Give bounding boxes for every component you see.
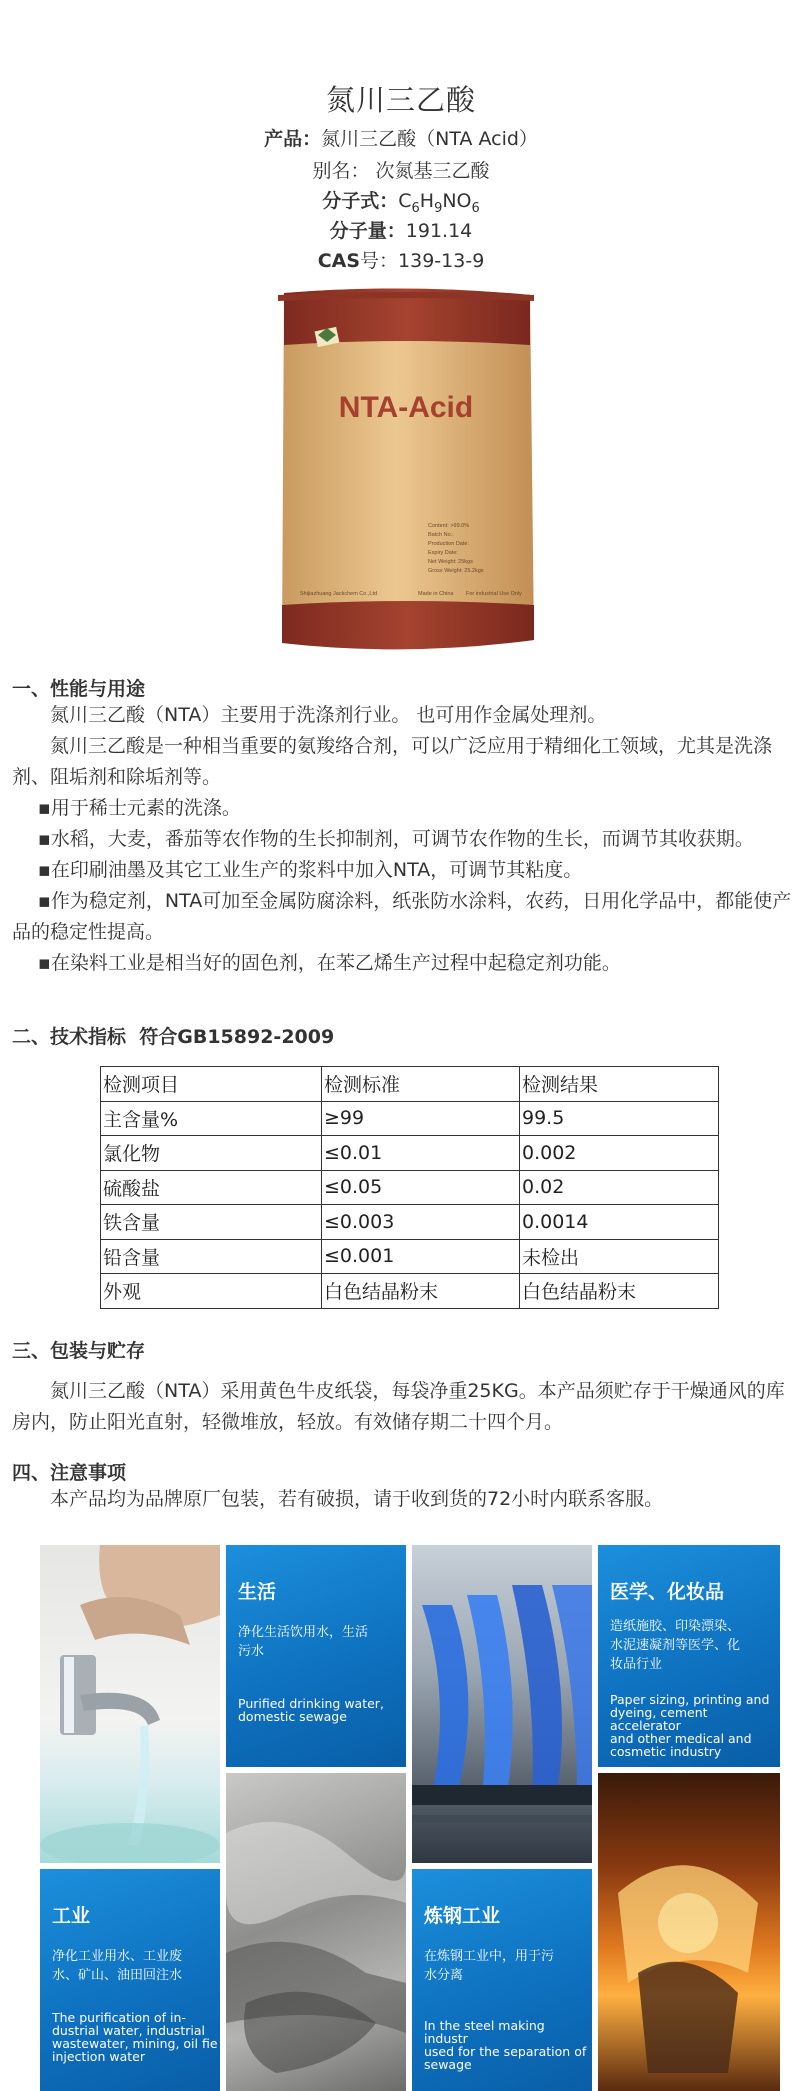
section-packaging-body: [12, 1376, 802, 1438]
bag-industry: For industrial Use Only: [466, 591, 522, 597]
tile-text-line: and other medical and: [610, 1731, 752, 1746]
table-cell: ≤0.003: [322, 1205, 520, 1240]
notice-paragraph: 本产品均为品牌原厂包装，若有破损，请于收到货的72小时内联系客服。: [50, 1488, 664, 1510]
table-cell: 0.02: [520, 1170, 719, 1205]
product-bag-image: [278, 285, 535, 655]
tile-text-line: In the steel making industr: [424, 2018, 545, 2046]
tile-industry-title: 工业: [52, 1905, 91, 1927]
table-cell: 外观: [101, 1274, 322, 1309]
formula-label: 分子式：: [322, 190, 399, 212]
tile-industry: [40, 1869, 220, 2091]
usage-paragraph: 氮川三乙酸（NTA）主要用于洗涤剂行业。 也可用作金属处理剂。: [50, 704, 607, 726]
product-line: [0, 124, 802, 151]
tile-text-line: 水分离: [424, 1968, 464, 1983]
usage-bullet: ▪在染料工业是相当好的固色剂，在苯乙烯生产过程中起稳定剂功能。: [38, 952, 621, 974]
table-header-row: [101, 1067, 719, 1102]
table-row: [101, 1205, 719, 1240]
formula-no: NO: [442, 190, 472, 212]
alias-label: 别名：: [312, 160, 370, 182]
tile-text-line: 造纸施胶、印染漂染、: [610, 1619, 741, 1634]
table-cell: 0.0014: [520, 1205, 719, 1240]
table-cell: ≤0.01: [322, 1136, 520, 1171]
spec-heading-text: 二、技术指标: [12, 1026, 127, 1048]
product-value: 氮川三乙酸（NTA Acid）: [321, 128, 538, 150]
cas-value: 139-13-9: [398, 250, 485, 272]
tile-text-line: Purified drinking water,: [238, 1696, 384, 1711]
alias-value: 次氮基三乙酸: [375, 160, 490, 182]
molecular-weight-line: [0, 216, 802, 243]
tile-text-line: 净化生活饮用水，生活: [238, 1625, 369, 1640]
tile-text-line: dustrial water, industrial: [52, 2023, 205, 2038]
tile-text-line: sewage: [424, 2057, 472, 2072]
table-cell: ≥99: [322, 1101, 520, 1136]
tile-text-line: 水泥速凝剂等医学、化: [610, 1638, 741, 1653]
table-row: [101, 1136, 719, 1171]
section-heading-spec: [12, 1022, 334, 1049]
formula-sub-6a: 6: [411, 200, 420, 216]
table-cell: 铁含量: [101, 1205, 322, 1240]
table-row: [101, 1170, 719, 1205]
furnace-photo: [598, 1773, 780, 2091]
table-cell: ≤0.05: [322, 1170, 520, 1205]
usage-bullet: ▪作为稳定剂，NTA可加至金属防腐涂料，纸张防水涂料，农药，日用化学品中，都能使产品的稳定性提高。: [12, 890, 792, 943]
tile-steel-zh: [424, 1947, 554, 1985]
cas-label: CAS: [317, 250, 361, 272]
tile-industry-zh: [52, 1947, 182, 1985]
tile-text-line: 污水: [238, 1644, 265, 1659]
section-heading-usage: 一、性能与用途: [12, 678, 146, 700]
formula-line: [0, 186, 802, 216]
tile-text-line: 净化工业用水、工业废: [52, 1949, 183, 1964]
formula-sub-6b: 6: [471, 200, 480, 216]
tile-medical: [598, 1545, 780, 1767]
tile-text-line: injection water: [52, 2049, 145, 2064]
spec-standard: 符合GB15892-2009: [139, 1026, 335, 1048]
table-row: [101, 1101, 719, 1136]
alias-line: [0, 156, 802, 183]
tile-text-line: dyeing, cement accelerator: [610, 1705, 708, 1733]
tile-text-line: cosmetic industry: [610, 1744, 722, 1759]
bag-label-line: Expiry Date:: [428, 550, 458, 556]
bag-label-line: Content: >99.0%: [428, 523, 470, 529]
application-collage: [40, 1545, 780, 2091]
tile-text-line: used for the separation of: [424, 2044, 587, 2059]
table-row: [101, 1239, 719, 1274]
faucet-photo: [40, 1545, 220, 1863]
table-cell: 99.5: [520, 1101, 719, 1136]
section-notice-body: [12, 1484, 802, 1515]
table-cell: 主含量%: [101, 1101, 322, 1136]
tile-steel-title: 炼钢工业: [424, 1905, 501, 1927]
formula-h: H: [419, 190, 435, 212]
cas-line: [0, 246, 802, 273]
spec-table: [100, 1066, 719, 1309]
tile-text-line: 水、矿山、油田回注水: [52, 1968, 183, 1983]
section-usage-body: [12, 700, 802, 979]
tile-text-line: The purification of in-: [52, 2010, 186, 2025]
bag-label-line: Batch No.:: [428, 532, 454, 538]
bag-label-line: Gross Weight: 25.2kgs: [428, 568, 484, 574]
usage-bullet: ▪在印刷油墨及其它工业生产的浆料中加入NTA，可调节其粘度。: [38, 859, 583, 881]
rock-photo: [226, 1773, 406, 2091]
tile-life-en: [238, 1697, 384, 1723]
table-header-cell: 检测结果: [520, 1067, 719, 1102]
table-cell: 硫酸盐: [101, 1170, 322, 1205]
textile-photo: [412, 1545, 592, 1863]
tile-text-line: Paper sizing, printing and: [610, 1692, 770, 1707]
tile-industry-en: [52, 2011, 218, 2063]
usage-bullet: ▪水稻，大麦，番茄等农作物的生长抑制剂，可调节农作物的生长，而调节其收获期。: [38, 828, 754, 850]
table-cell: 铅含量: [101, 1239, 322, 1274]
table-cell: 白色结晶粉末: [520, 1274, 719, 1309]
tile-medical-en: [610, 1693, 780, 1758]
packaging-paragraph: 氮川三乙酸（NTA）采用黄色牛皮纸袋，每袋净重25KG。本产品须贮存于干燥通风的库房内，防止阳光直射，轻微堆放，轻放。有效储存期二十四个月。: [12, 1380, 785, 1433]
bag-made-in: Made in China: [418, 591, 454, 597]
table-cell: 白色结晶粉末: [322, 1274, 520, 1309]
usage-bullet: ▪用于稀士元素的洗涤。: [38, 797, 241, 819]
bag-label-line: Production Date:: [428, 541, 469, 547]
table-header-cell: 检测标准: [322, 1067, 520, 1102]
tile-text-line: domestic sewage: [238, 1709, 347, 1724]
usage-paragraph: 氮川三乙酸是一种相当重要的氨羧络合剂，可以广泛应用于精细化工领域，尤其是洗涤剂、阻垢剂和除垢剂等。: [12, 735, 773, 788]
product-label: 产品：: [264, 128, 322, 150]
bag-brand-text: NTA-Acid: [338, 391, 474, 424]
page-title: 氮川三乙酸: [325, 83, 476, 117]
mw-label: 分子量：: [329, 220, 406, 242]
table-cell: 未检出: [520, 1239, 719, 1274]
mw-value: 191.14: [405, 220, 473, 242]
table-row: [101, 1274, 719, 1309]
table-header-cell: 检测项目: [101, 1067, 322, 1102]
bag-label-line: Net Weight: 25kgs: [428, 559, 473, 565]
section-heading-notice: 四、注意事项: [12, 1462, 127, 1484]
tile-steel-en: [424, 2019, 592, 2071]
table-cell: 0.002: [520, 1136, 719, 1171]
bag-maker: Shijiazhuang Jackchem Co.,Ltd: [300, 591, 378, 597]
tile-text-line: 在炼钢工业中，用于污: [424, 1949, 555, 1964]
section-heading-packaging: 三、包装与贮存: [12, 1340, 146, 1362]
tile-life: [226, 1545, 406, 1767]
table-cell: 氯化物: [101, 1136, 322, 1171]
tile-life-title: 生活: [238, 1581, 277, 1603]
tile-life-zh: [238, 1623, 368, 1661]
tile-text-line: wastewater, mining, oil fie: [52, 2036, 218, 2051]
cas-suffix: 号：: [360, 250, 399, 272]
formula-c: C: [398, 190, 412, 212]
formula-sub-9: 9: [434, 200, 443, 216]
table-cell: ≤0.001: [322, 1239, 520, 1274]
tile-medical-zh: [610, 1617, 740, 1674]
tile-steel: [412, 1869, 592, 2091]
tile-medical-title: 医学、化妆品: [610, 1581, 725, 1603]
tile-text-line: 妆品行业: [610, 1657, 663, 1672]
